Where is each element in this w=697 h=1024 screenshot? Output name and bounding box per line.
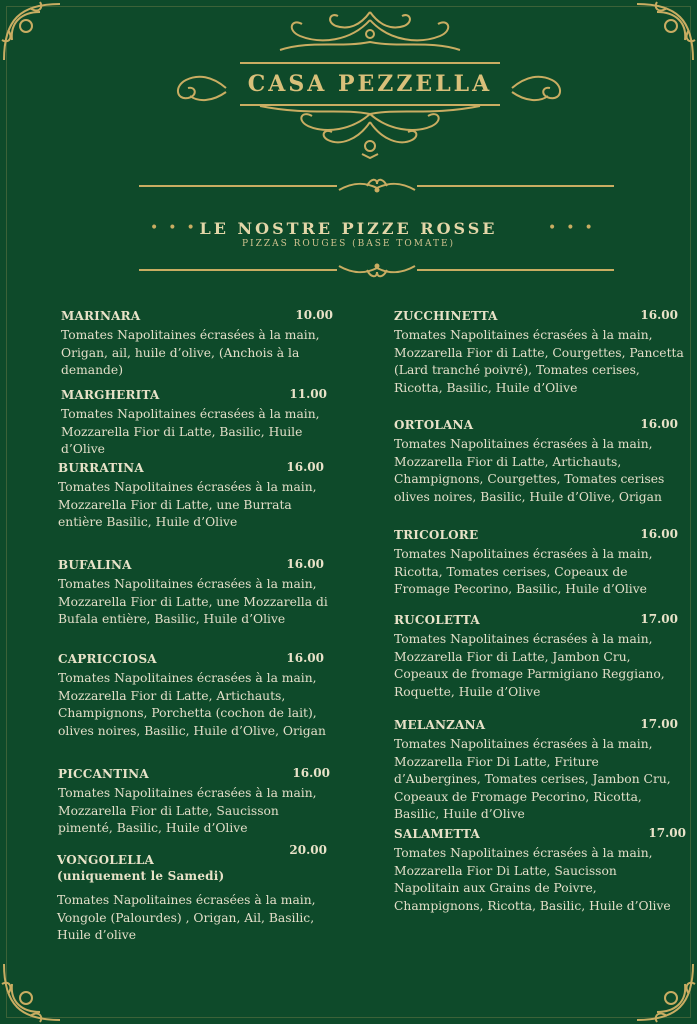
item-name: BUFALINA — [58, 558, 132, 572]
swirl-right-icon — [510, 66, 570, 106]
section-subtitle: PIZZAS ROUGES (BASE TOMATE) — [241, 239, 456, 249]
item-name: PICCANTINA — [58, 767, 149, 781]
header-ornament-top-icon — [240, 6, 500, 58]
menu-item — [394, 417, 686, 506]
item-description: Tomates Napolitaines écrasées à la main, Mozzarella Fior Di Latte, Saucisson Napolitain aux Grains de Poivre, Champignons, Ricotta, Basilic, Huile d’Olive — [394, 846, 671, 913]
item-price: 16.00 — [292, 766, 330, 780]
corner-flourish-icon — [627, 0, 697, 70]
menu-item — [57, 843, 342, 945]
item-price: 20.00 — [289, 843, 327, 857]
item-description: Tomates Napolitaines écrasées à la main, Mozzarella Fior di Latte, Basilic, Huile d’Olive — [61, 407, 320, 456]
menu-item — [61, 387, 327, 459]
item-description: Tomates Napolitaines écrasées à la main, Mozzarella Fior di Latte, une Mozzarella di Bufala entière, Basilic, Huile d’Olive — [58, 577, 328, 626]
menu-item — [394, 612, 686, 701]
item-name: CAPRICCIOSA — [58, 652, 157, 666]
decorative-dots-left-icon: ••• — [150, 220, 205, 236]
section-divider-bottom — [139, 260, 614, 280]
menu-item — [61, 308, 333, 380]
item-name: RUCOLETTA — [394, 613, 480, 627]
item-price: 17.00 — [640, 612, 678, 626]
brand-name: CASA PEZZELLA — [247, 71, 493, 97]
menu-item — [394, 308, 686, 397]
item-description: Tomates Napolitaines écrasées à la main, Vongole (Palourdes) , Origan, Ail, Basilic, Huile d’olive — [57, 893, 316, 942]
item-name: TRICOLORE — [394, 528, 479, 542]
menu-item — [394, 826, 686, 915]
item-name: MARGHERITA — [61, 388, 160, 402]
item-name: BURRATINA — [58, 461, 144, 475]
header-ornament-bottom-icon — [240, 100, 500, 160]
divider-flourish-icon — [337, 176, 417, 196]
item-name: MELANZANA — [394, 718, 486, 732]
swirl-left-icon — [168, 66, 228, 106]
item-description: Tomates Napolitaines écrasées à la main, Mozzarella Fior di Latte, Artichauts, Champignons, Courgettes, Tomates cerises olives noires, Basilic, Huile d’Olive, Origan — [394, 437, 665, 504]
corner-flourish-icon — [627, 954, 697, 1024]
item-name: ZUCCHINETTA — [394, 309, 498, 323]
section-title: LE NOSTRE PIZZE ROSSE — [199, 219, 498, 238]
decorative-dots-right-icon: ••• — [548, 220, 603, 236]
divider-flourish-icon — [337, 260, 417, 280]
menu-item — [394, 717, 686, 824]
item-name: SALAMETTA — [394, 827, 481, 841]
menu-item — [394, 527, 686, 599]
corner-flourish-icon — [0, 0, 70, 70]
menu-item — [58, 651, 328, 740]
item-name: ORTOLANA — [394, 418, 474, 432]
item-price: 16.00 — [640, 308, 678, 322]
item-price: 16.00 — [286, 460, 324, 474]
item-price: 16.00 — [286, 557, 324, 571]
menu-item — [58, 766, 330, 838]
item-description: Tomates Napolitaines écrasées à la main, Mozzarella Fior Di Latte, Friture d’Aubergines, Tomates cerises, Jambon Cru, Copeaux de Fromage Pecorino, Ricotta, Basilic, Huile d’Olive — [394, 737, 671, 821]
menu-item — [58, 460, 324, 532]
item-description: Tomates Napolitaines écrasées à la main, Mozzarella Fior di Latte, Saucisson pimenté, Basilic, Huile d’Olive — [58, 786, 317, 835]
item-description: Tomates Napolitaines écrasées à la main, Mozzarella Fior di Latte, Courgettes, Pancetta (Lard tranché poivré), Tomates cerises, Ricotta, Basilic, Huile d’Olive — [394, 328, 684, 395]
item-price: 16.00 — [640, 527, 678, 541]
item-price: 17.00 — [648, 826, 686, 840]
item-name: MARINARA — [61, 309, 141, 323]
menu-item — [58, 557, 334, 629]
section-divider-top — [139, 176, 614, 196]
item-price: 10.00 — [295, 308, 333, 322]
item-description: Tomates Napolitaines écrasées à la main, Mozzarella Fior di Latte, une Burrata entière Basilic, Huile d’Olive — [58, 480, 317, 529]
item-description: Tomates Napolitaines écrasées à la main, Ricotta, Tomates cerises, Copeaux de Fromage Pecorino, Basilic, Huile d’Olive — [394, 547, 653, 596]
section-heading — [0, 219, 697, 249]
item-price: 17.00 — [640, 717, 678, 731]
item-price: 16.00 — [640, 417, 678, 431]
item-description: Tomates Napolitaines écrasées à la main, Origan, ail, huile d’olive, (Anchois à la demande) — [61, 328, 320, 377]
item-name: VONGOLELLA (uniquement le Samedi) — [57, 853, 225, 883]
item-description: Tomates Napolitaines écrasées à la main, Mozzarella Fior di Latte, Jambon Cru, Copeaux de fromage Parmigiano Reggiano, Roquette, Huile d’Olive — [394, 632, 665, 699]
item-price: 11.00 — [289, 387, 327, 401]
corner-flourish-icon — [0, 954, 70, 1024]
item-price: 16.00 — [286, 651, 324, 665]
item-description: Tomates Napolitaines écrasées à la main, Mozzarella Fior di Latte, Artichauts, Champignons, Porchetta (cochon de lait), olives noires, Basilic, Huile d’Olive, Origan — [58, 671, 326, 738]
